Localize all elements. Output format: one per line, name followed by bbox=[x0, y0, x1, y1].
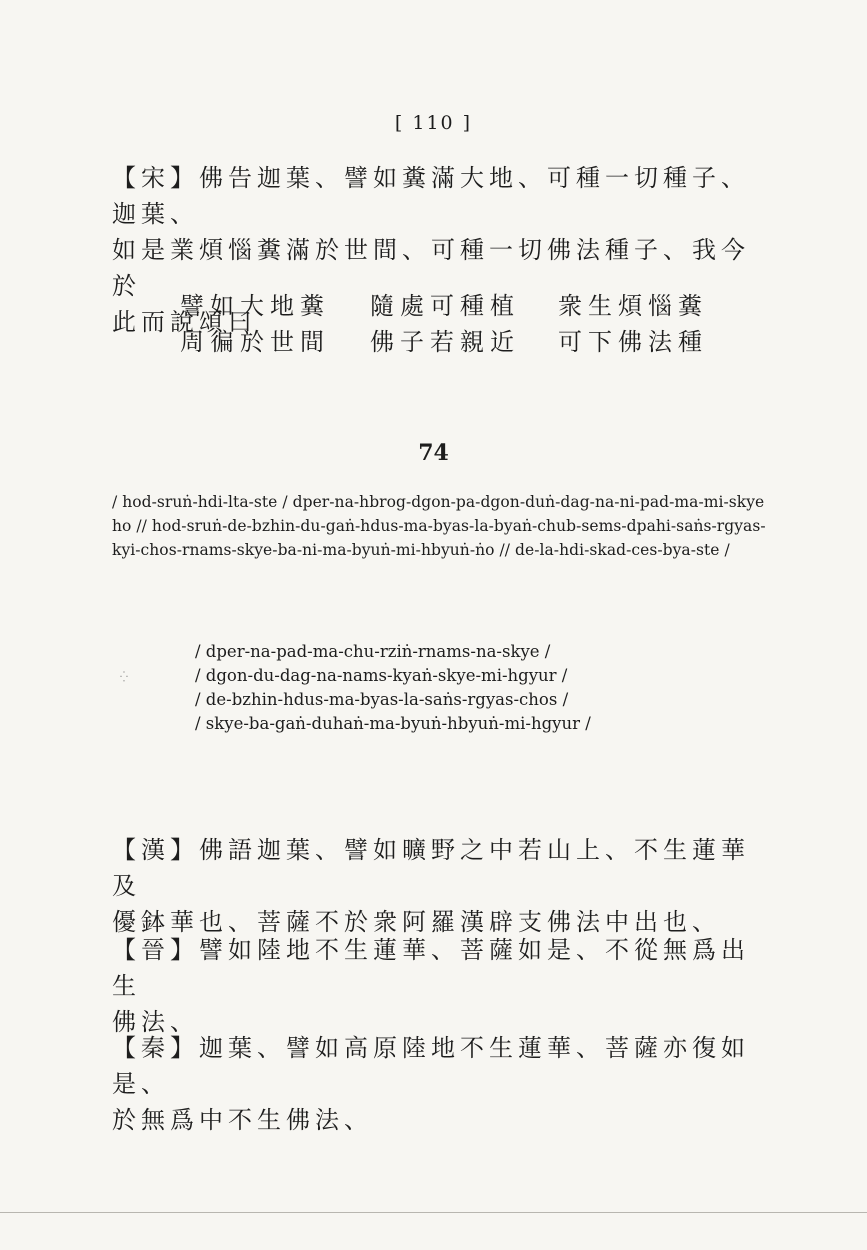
scan-mark: ⁛ bbox=[120, 672, 128, 683]
text-line: 【秦】迦葉、譬如高原陸地不生蓮華、菩薩亦復如是、 bbox=[112, 1034, 750, 1098]
text-line: 【晉】譬如陸地不生蓮華、菩薩如是、不從無爲出生 bbox=[112, 936, 750, 1000]
text-line: 佛法、 bbox=[112, 1008, 199, 1036]
page-edge-line bbox=[0, 1212, 867, 1213]
qin-version-paragraph bbox=[112, 1030, 772, 1138]
page-number: [ 110 ] bbox=[394, 112, 473, 134]
verse-block bbox=[180, 288, 708, 360]
text-line: 【漢】佛語迦葉、譬如曠野之中若山上、不生蓮華及 bbox=[112, 836, 750, 900]
verse-phrase: 隨處可種植 bbox=[370, 292, 520, 320]
text-line: 優鉢華也、菩薩不於衆阿羅漢辟支佛法中出也、 bbox=[112, 908, 721, 936]
han-version-paragraph bbox=[112, 832, 772, 940]
text-line: 如是業煩惱糞滿於世間、可種一切佛法種子、我今於 bbox=[112, 236, 750, 300]
jin-version-paragraph bbox=[112, 932, 772, 1040]
verse-line: / dper-na-pad-ma-chu-rziṅ-rnams-na-skye / bbox=[195, 642, 551, 661]
verse-phrase: 可下佛法種 bbox=[558, 328, 708, 356]
verse-row bbox=[180, 288, 708, 324]
tibetan-transliteration-paragraph: / hod-sruṅ-hdi-lta-ste / dper-na-hbrog-dgon-pa-dgon-duṅ-dag-na-ni-pad-ma-mi-skyeho // hod-sruṅ-de-bzhin-du-gaṅ-hdus-ma-byas-la-byaṅ-chub-sems-dpahi-saṅs-rgyas-kyi-chos-rnams-skye-ba-ni-ma-byuṅ-mi-hbyuṅ-ṅo // de-la-hdi-skad-ces-bya-ste / bbox=[112, 493, 766, 559]
text-line: 此而說頌曰 bbox=[112, 308, 257, 336]
verse-phrase: 衆生煩惱糞 bbox=[558, 292, 708, 320]
text-line: 【宋】佛告迦葉、譬如糞滿大地、可種一切種子、迦葉、 bbox=[112, 164, 750, 228]
verse-line: / de-bzhin-hdus-ma-byas-la-saṅs-rgyas-chos / bbox=[195, 690, 569, 709]
section-number: 74 bbox=[418, 440, 449, 466]
text-line: 於無爲中不生佛法、 bbox=[112, 1106, 373, 1134]
verse-row bbox=[180, 324, 708, 360]
verse-phrase: 周徧於世間 bbox=[180, 328, 330, 356]
verse-phrase: 譬如大地糞 bbox=[180, 292, 330, 320]
verse-line: / skye-ba-gaṅ-duhaṅ-ma-byuṅ-hbyuṅ-mi-hgyur / bbox=[195, 714, 591, 733]
verse-line: / dgon-du-dag-na-nams-kyaṅ-skye-mi-hgyur / bbox=[195, 666, 568, 685]
verse-phrase: 佛子若親近 bbox=[370, 328, 520, 356]
tibetan-transliteration-verse bbox=[195, 640, 591, 736]
